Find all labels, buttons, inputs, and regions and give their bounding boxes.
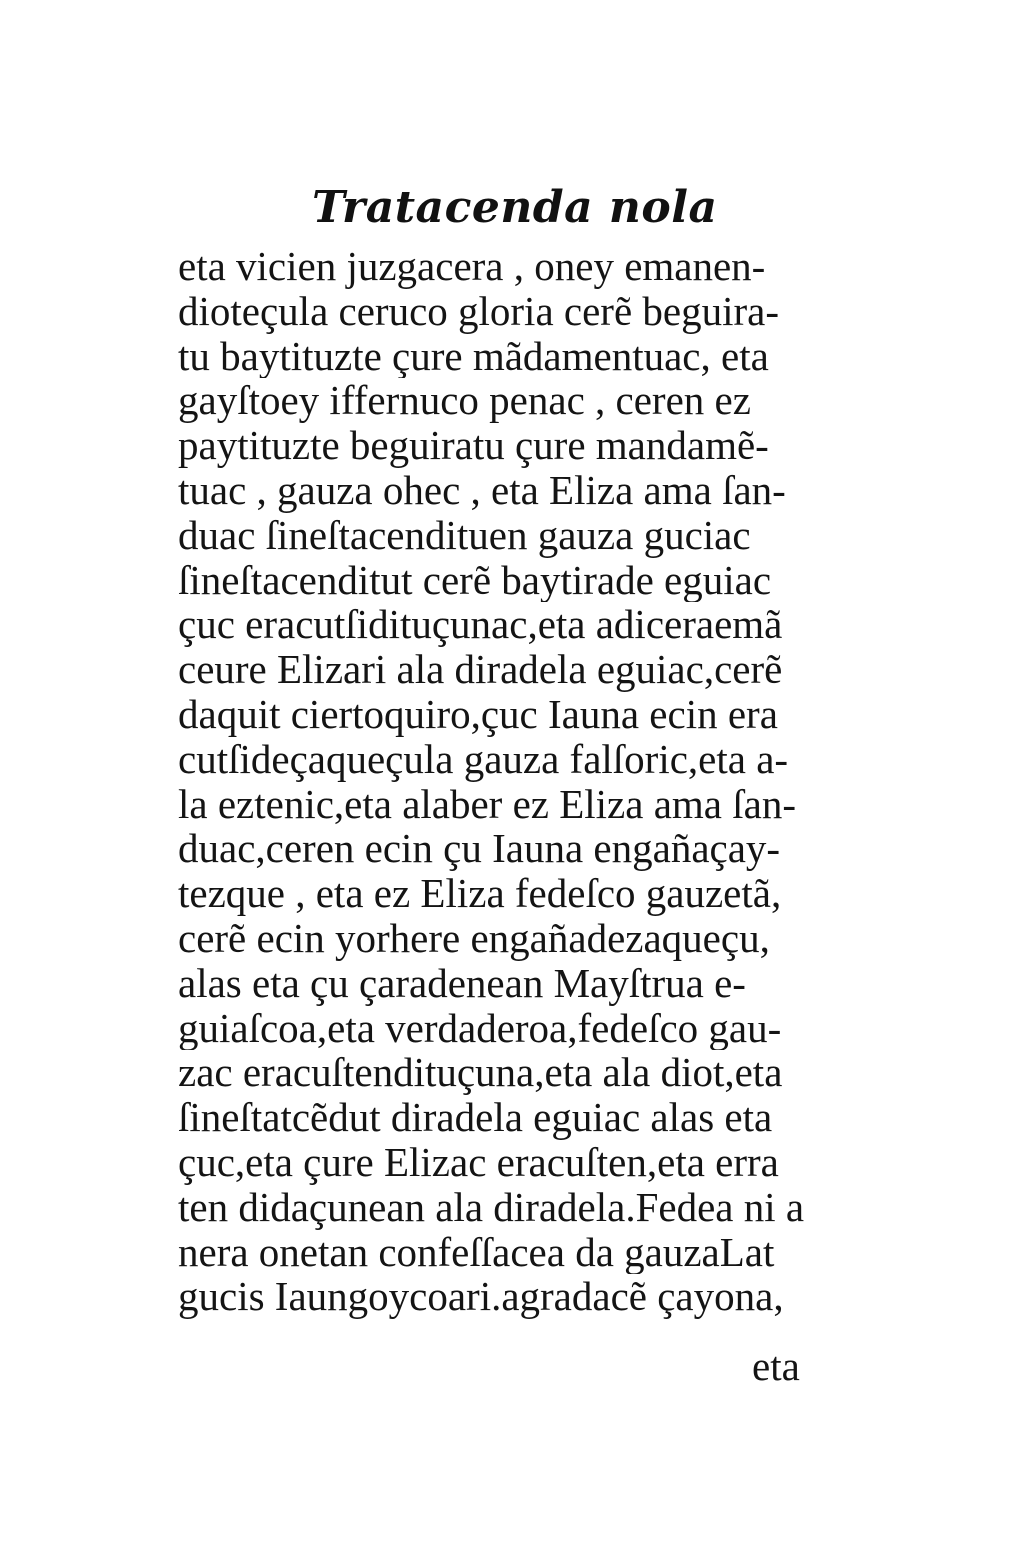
text-line: cutſideçaqueçula gauza falſoric,eta a- bbox=[178, 736, 789, 782]
text-line: guiaſcoa,eta verdaderoa,fedeſco gau- bbox=[178, 1005, 782, 1051]
text-line: paytituzte beguiratu çure mandamẽ- bbox=[178, 423, 769, 468]
text-line: gucis Iaungoycoari.agradacẽ çayona, bbox=[178, 1274, 784, 1320]
text-line: eta vicien juzgacera , oney emanen- bbox=[178, 244, 766, 289]
text-line: ſineſtacenditut cerẽ baytirade eguiac bbox=[178, 557, 772, 603]
text-line: tu baytituzte çure mãdamentuac, eta bbox=[178, 333, 769, 379]
text-line: çuc,eta çure Elizac eracuſten,eta erra bbox=[178, 1139, 779, 1185]
text-line: tuac , gauza ohec , eta Eliza ama ſan- bbox=[178, 467, 786, 513]
text-line: alas eta çu çaradenean Mayſtrua e- bbox=[178, 960, 746, 1006]
text-line: tezque , eta ez Eliza fedeſco gauzetã, bbox=[178, 871, 782, 916]
text-line: ſineſtatcẽdut diradela eguiac alas eta bbox=[178, 1095, 773, 1140]
text-line: dioteçula ceruco gloria cerẽ beguira- bbox=[178, 288, 779, 334]
text-line: duac,ceren ecin çu Iauna engañaçay- bbox=[178, 826, 781, 872]
running-head: Tratacenda nola bbox=[312, 182, 718, 233]
catchword: eta bbox=[752, 1343, 800, 1389]
text-line: ceure Elizari ala diradela eguiac,cerẽ bbox=[178, 647, 783, 692]
text-block bbox=[178, 244, 838, 1319]
text-line: gayſtoey iffernuco penac , ceren ez bbox=[178, 378, 751, 424]
text-line: cerẽ ecin yorhere engañadezaqueçu, bbox=[178, 915, 770, 961]
text-line: la eztenic,eta alaber ez Eliza ama ſan- bbox=[178, 781, 796, 827]
text-line: nera onetan confeſſacea da gauzaLat bbox=[178, 1229, 775, 1275]
text-line: duac ſineſtacendituen gauza guciac bbox=[178, 512, 751, 558]
text-line: daquit ciertoquiro,çuc Iauna ecin era bbox=[178, 691, 778, 737]
text-line: çuc eracutſidituçunac,eta adiceraemã bbox=[178, 602, 783, 648]
text-line: zac eracuſtendituçuna,eta ala diot,eta bbox=[178, 1050, 783, 1096]
text-line: ten didaçunean ala diradela.Fedea ni a bbox=[178, 1184, 805, 1230]
